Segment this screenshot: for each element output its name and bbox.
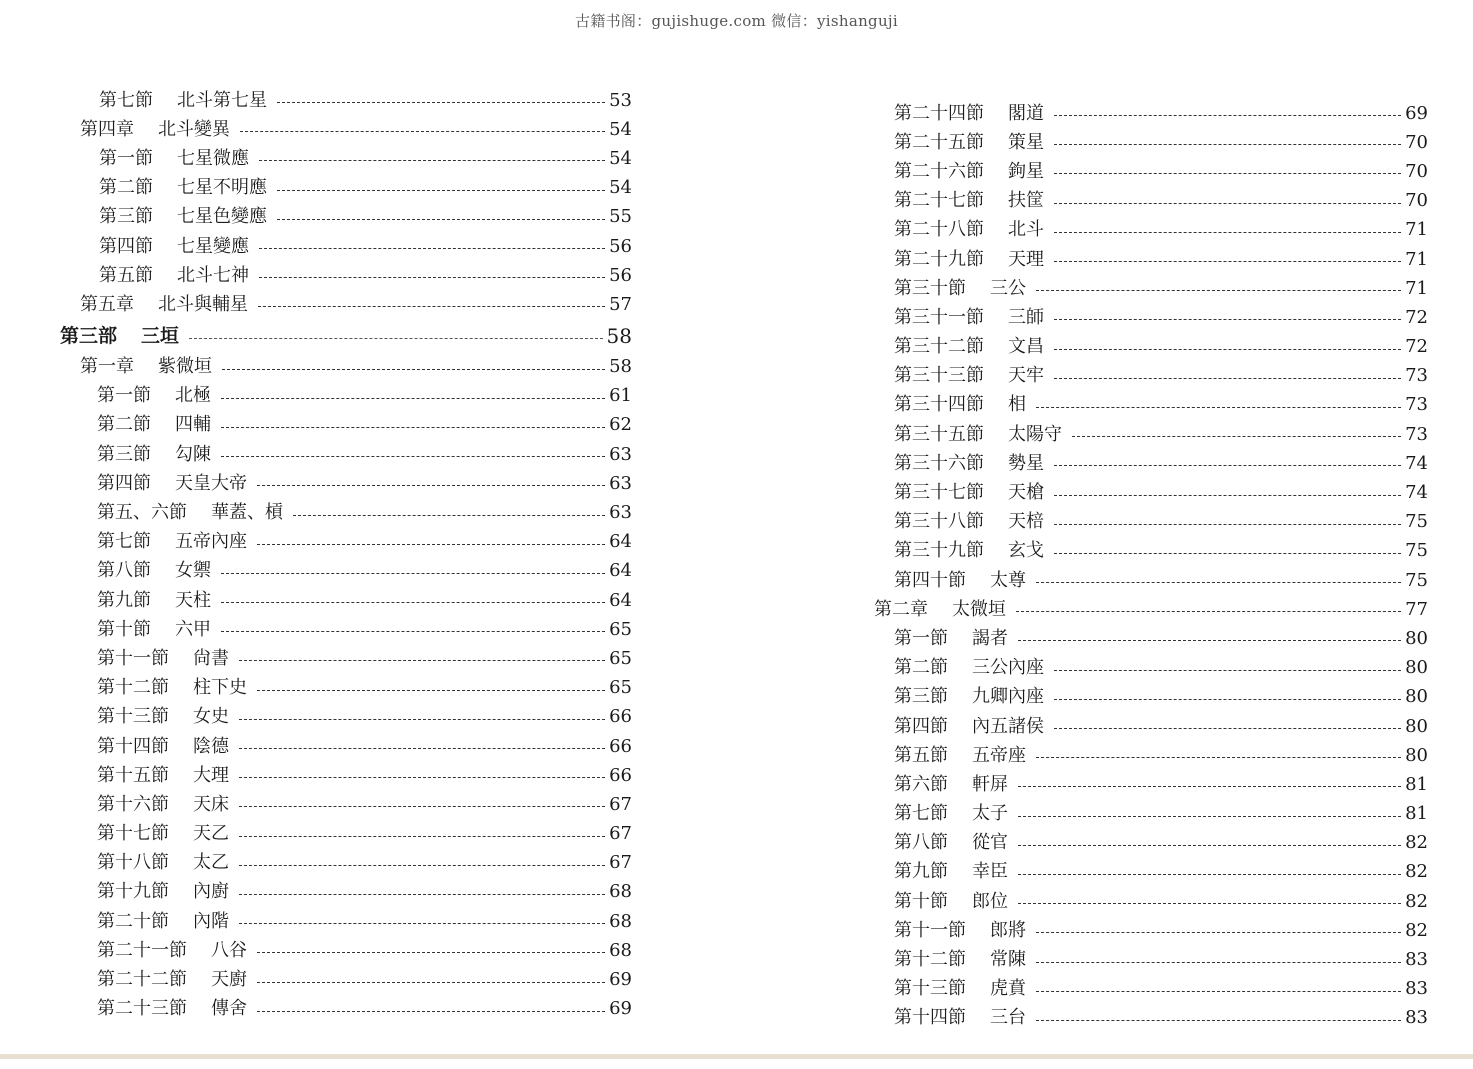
toc-entry-title: 太陽守: [1008, 423, 1062, 445]
toc-entry-title: 謁者: [972, 627, 1008, 649]
toc-entry-page-number: 72: [1405, 306, 1428, 328]
toc-entry-label: 第五章: [80, 293, 134, 315]
toc-section-entry[interactable]: [0, 537, 1428, 566]
toc-entry-page-number: 61: [609, 385, 632, 407]
toc-entry-title: 天乙: [193, 823, 229, 845]
toc-entry-title: 北斗與輔星: [158, 293, 248, 315]
toc-entry-page-number: 71: [1405, 248, 1428, 270]
toc-entry-page-number: 58: [609, 356, 632, 378]
toc-entry-label: 第二節: [894, 657, 948, 679]
toc-entry-page-number: 70: [1405, 131, 1428, 153]
toc-entry-page-number: 64: [609, 589, 632, 611]
toc-entry-label: 第二十五節: [894, 131, 984, 153]
toc-entry-page-number: 68: [609, 910, 632, 932]
toc-entry-label: 第三十四節: [894, 394, 984, 416]
toc-entry-page-number: 65: [609, 677, 632, 699]
toc-entry-page-number: 56: [609, 264, 632, 286]
toc-entry-page-number: 83: [1405, 978, 1428, 1000]
toc-entry-label: 第十八節: [97, 852, 169, 874]
toc-section-entry[interactable]: [0, 1004, 1428, 1033]
toc-entry-title: 七星色變應: [177, 206, 267, 228]
toc-entry-label: 第六節: [894, 773, 948, 795]
toc-entry-label: 第七節: [97, 531, 151, 553]
toc-entry-page-number: 70: [1405, 190, 1428, 212]
toc-entry-label: 第二十節: [97, 910, 169, 932]
toc-entry-label: 第八節: [97, 560, 151, 582]
toc-section-entry[interactable]: [0, 683, 1428, 712]
toc-entry-title: 天床: [193, 793, 229, 815]
toc-entry-title: 三公: [990, 277, 1026, 299]
toc-entry-title: 閣道: [1008, 102, 1044, 124]
toc-entry-title: 女史: [193, 706, 229, 728]
toc-entry-label: 第三十七節: [894, 482, 984, 504]
toc-section-entry[interactable]: [0, 770, 1428, 799]
toc-entry-title: 軒屏: [972, 773, 1008, 795]
toc-entry-label: 第三節: [97, 443, 151, 465]
toc-section-entry[interactable]: [0, 975, 1428, 1004]
toc-entry-title: 幸臣: [972, 861, 1008, 883]
toc-entry-label: 第五節: [894, 744, 948, 766]
toc-entry-title: 五帝座: [972, 744, 1026, 766]
toc-entry-title: 八谷: [211, 939, 247, 961]
toc-section-entry[interactable]: [0, 624, 1428, 653]
toc-entry-label: 第十三節: [97, 706, 169, 728]
toc-section-entry[interactable]: [0, 945, 1428, 974]
dot-leader: [1036, 991, 1401, 992]
toc-entry-title: 鉤星: [1008, 160, 1044, 182]
toc-section-entry[interactable]: [0, 420, 1428, 449]
toc-entry-title: 女禦: [175, 560, 211, 582]
dot-leader: [1054, 232, 1401, 233]
toc-entry-page-number: 82: [1405, 919, 1428, 941]
toc-entry-title: 天廚: [211, 969, 247, 991]
dot-leader: [1036, 932, 1401, 933]
toc-entry-page-number: 65: [609, 618, 632, 640]
toc-entry-title: 天理: [1008, 248, 1044, 270]
toc-entry-label: 第十九節: [97, 881, 169, 903]
dot-leader: [1054, 115, 1401, 116]
toc-entry-page-number: 71: [1405, 277, 1428, 299]
toc-entry-label: 第二節: [97, 414, 151, 436]
toc-entry-title: 三公內座: [972, 657, 1044, 679]
toc-entry-title: 北斗: [1008, 219, 1044, 241]
toc-entry-page-number: 80: [1405, 686, 1428, 708]
toc-entry-title: 尙書: [193, 647, 229, 669]
toc-entry-title: 玄戈: [1008, 540, 1044, 562]
toc-entry-label: 第三部: [60, 324, 118, 347]
toc-entry-label: 第二十六節: [894, 160, 984, 182]
toc-entry-page-number: 54: [609, 147, 632, 169]
toc-entry-title: 七星變應: [177, 235, 249, 257]
toc-entry-title: 三師: [1008, 306, 1044, 328]
toc-entry-title: 陰德: [193, 735, 229, 757]
toc-entry-title: 勾陳: [175, 443, 211, 465]
toc-section-entry[interactable]: [0, 245, 1428, 274]
toc-entry-title: 北斗變異: [158, 118, 230, 140]
dot-leader: [1054, 319, 1401, 320]
dot-leader: [1054, 524, 1401, 525]
toc-entry-page-number: 62: [609, 414, 632, 436]
toc-entry-page-number: 73: [1405, 394, 1428, 416]
toc-entry-title: 內階: [193, 910, 229, 932]
dot-leader: [1054, 378, 1401, 379]
toc-entry-title: 三台: [990, 1007, 1026, 1029]
toc-entry-page-number: 80: [1405, 715, 1428, 737]
page-bottom-edge: [0, 1054, 1473, 1059]
toc-entry-title: 天棓: [1008, 511, 1044, 533]
toc-entry-label: 第四十節: [894, 569, 966, 591]
toc-entry-title: 天牢: [1008, 365, 1044, 387]
toc-entry-title: 北斗七神: [177, 264, 249, 286]
dot-leader: [1054, 699, 1401, 700]
toc-entry-page-number: 82: [1405, 832, 1428, 854]
toc-section-entry[interactable]: [0, 391, 1428, 420]
toc-entry-title: 太乙: [193, 852, 229, 874]
toc-entry-page-number: 64: [609, 560, 632, 582]
toc-section-entry[interactable]: [0, 478, 1428, 507]
toc-entry-label: 第一節: [894, 627, 948, 649]
dot-leader: [1054, 144, 1401, 145]
toc-entry-label: 第三十節: [894, 277, 966, 299]
toc-entry-label: 第十一節: [894, 919, 966, 941]
toc-entry-title: 扶筐: [1008, 190, 1044, 212]
toc-entry-title: 虎賁: [990, 978, 1026, 1000]
toc-entry-page-number: 73: [1405, 365, 1428, 387]
dot-leader: [1018, 874, 1401, 875]
toc-entry-label: 第二十七節: [894, 190, 984, 212]
toc-entry-page-number: 53: [609, 89, 632, 111]
watermark-text: 古籍书阁：gujishuge.com 微信：yishanguji: [575, 12, 898, 30]
toc-entry-page-number: 73: [1405, 423, 1428, 445]
dot-leader: [1036, 582, 1401, 583]
toc-entry-label: 第一節: [99, 147, 153, 169]
toc-section-entry[interactable]: [0, 829, 1428, 858]
toc-entry-page-number: 81: [1405, 803, 1428, 825]
toc-section-entry[interactable]: [0, 800, 1428, 829]
toc-section-entry[interactable]: [0, 303, 1428, 332]
dot-leader: [1072, 436, 1401, 437]
dot-leader: [1054, 465, 1401, 466]
toc-entry-label: 第三節: [99, 206, 153, 228]
toc-entry-title: 大理: [193, 764, 229, 786]
toc-entry-page-number: 54: [609, 118, 632, 140]
toc-entry-label: 第二十三節: [97, 998, 187, 1020]
toc-entry-page-number: 72: [1405, 336, 1428, 358]
toc-entry-page-number: 69: [1405, 102, 1428, 124]
dot-leader: [1054, 203, 1401, 204]
toc-entry-title: 內廚: [193, 881, 229, 903]
toc-entry-label: 第二節: [99, 177, 153, 199]
toc-entry-page-number: 66: [609, 706, 632, 728]
dot-leader: [1054, 728, 1401, 729]
toc-section-entry[interactable]: [0, 362, 1428, 391]
toc-entry-page-number: 82: [1405, 861, 1428, 883]
toc-entry-label: 第二十四節: [894, 102, 984, 124]
toc-entry-label: 第二十二節: [97, 969, 187, 991]
toc-entry-page-number: 66: [609, 764, 632, 786]
toc-entry-label: 第二十八節: [894, 219, 984, 241]
toc-entry-title: 柱下史: [193, 677, 247, 699]
toc-entry-title: 四輔: [175, 414, 211, 436]
toc-entry-page-number: 65: [609, 647, 632, 669]
toc-entry-title: 北斗第七星: [177, 89, 267, 111]
toc-entry-title: 天柱: [175, 589, 211, 611]
toc-entry-title: 北極: [175, 385, 211, 407]
toc-entry-label: 第三節: [894, 686, 948, 708]
toc-entry-title: 紫微垣: [158, 356, 212, 378]
toc-entry-label: 第一章: [80, 356, 134, 378]
dot-leader: [1036, 757, 1401, 758]
toc-entry-label: 第五、六節: [97, 502, 187, 524]
toc-entry-page-number: 75: [1405, 569, 1428, 591]
toc-section-entry[interactable]: [0, 741, 1428, 770]
toc-entry-title: 從官: [972, 832, 1008, 854]
toc-entry-label: 第十四節: [97, 735, 169, 757]
toc-entry-title: 天槍: [1008, 482, 1044, 504]
toc-entry-label: 第四節: [894, 715, 948, 737]
toc-entry-label: 第三十三節: [894, 365, 984, 387]
toc-section-entry[interactable]: [0, 887, 1428, 916]
toc-entry-label: 第三十六節: [894, 452, 984, 474]
toc-entry-title: 七星不明應: [177, 177, 267, 199]
toc-entry-title: 策星: [1008, 131, 1044, 153]
toc-entry-label: 第二章: [874, 598, 928, 620]
toc-entry-label: 第十四節: [894, 1007, 966, 1029]
toc-section-entry[interactable]: [0, 157, 1428, 186]
toc-entry-label: 第四節: [99, 235, 153, 257]
toc-entry-title: 文昌: [1008, 336, 1044, 358]
toc-entry-label: 第九節: [894, 861, 948, 883]
toc-entry-page-number: 70: [1405, 160, 1428, 182]
toc-entry-label: 第十七節: [97, 823, 169, 845]
toc-entry-page-number: 81: [1405, 773, 1428, 795]
toc-entry-label: 第七節: [894, 803, 948, 825]
toc-entry-title: 五帝內座: [175, 531, 247, 553]
toc-section-entry[interactable]: [0, 508, 1428, 537]
toc-entry-title: 九卿內座: [972, 686, 1044, 708]
toc-entry-title: 內五諸侯: [972, 715, 1044, 737]
dot-leader: [1036, 407, 1401, 408]
toc-section-entry[interactable]: [0, 858, 1428, 887]
dot-leader: [1036, 962, 1401, 963]
toc-entry-label: 第七節: [99, 89, 153, 111]
toc-section-entry[interactable]: [0, 99, 1428, 128]
toc-entry-label: 第三十八節: [894, 511, 984, 533]
dot-leader: [1018, 786, 1401, 787]
toc-entry-page-number: 67: [609, 823, 632, 845]
toc-entry-label: 第八節: [894, 832, 948, 854]
toc-section-entry[interactable]: [0, 449, 1428, 478]
toc-entry-label: 第一節: [97, 385, 151, 407]
dot-leader: [1018, 640, 1401, 641]
toc-section-entry[interactable]: [0, 128, 1428, 157]
dot-leader: [1054, 173, 1401, 174]
toc-entry-label: 第二十九節: [894, 248, 984, 270]
toc-section-entry[interactable]: [0, 916, 1428, 945]
toc-entry-label: 第三十二節: [894, 336, 984, 358]
toc-entry-title: 太子: [972, 803, 1008, 825]
toc-section-entry[interactable]: [0, 187, 1428, 216]
toc-entry-label: 第四章: [80, 118, 134, 140]
toc-section-entry[interactable]: [0, 654, 1428, 683]
toc-entry-page-number: 58: [606, 324, 632, 348]
toc-entry-page-number: 56: [609, 235, 632, 257]
toc-entry-page-number: 80: [1405, 657, 1428, 679]
dot-leader: [1036, 1020, 1401, 1021]
dot-leader: [1036, 290, 1401, 291]
toc-section-entry[interactable]: [0, 333, 1428, 362]
toc-entry-title: 郎位: [972, 890, 1008, 912]
dot-leader: [1016, 611, 1401, 612]
dot-leader: [1054, 495, 1401, 496]
toc-entry-label: 第二十一節: [97, 939, 187, 961]
toc-entry-title: 傳舍: [211, 998, 247, 1020]
toc-entry-page-number: 69: [609, 969, 632, 991]
toc-entry-title: 太尊: [990, 569, 1026, 591]
toc-entry-page-number: 66: [609, 735, 632, 757]
dot-leader: [1054, 670, 1401, 671]
toc-entry-page-number: 77: [1405, 598, 1428, 620]
toc-entry-page-number: 64: [609, 531, 632, 553]
dot-leader: [1054, 553, 1401, 554]
toc-entry-label: 第十節: [97, 618, 151, 640]
toc-section-entry[interactable]: [0, 712, 1428, 741]
toc-entry-label: 第五節: [99, 264, 153, 286]
toc-section-entry[interactable]: [0, 216, 1428, 245]
toc-entry-label: 第四節: [97, 472, 151, 494]
toc-entry-title: 太微垣: [952, 598, 1006, 620]
toc-entry-label: 第九節: [97, 589, 151, 611]
toc-entry-page-number: 75: [1405, 540, 1428, 562]
toc-entry-page-number: 63: [609, 502, 632, 524]
toc-entry-label: 第十一節: [97, 647, 169, 669]
toc-entry-page-number: 74: [1405, 452, 1428, 474]
toc-entry-label: 第十二節: [97, 677, 169, 699]
toc-entry-page-number: 57: [609, 293, 632, 315]
toc-entry-page-number: 80: [1405, 744, 1428, 766]
toc-chapter-entry[interactable]: [0, 595, 1428, 624]
toc-entry-title: 華蓋、槓: [211, 502, 283, 524]
toc-entry-page-number: 68: [609, 939, 632, 961]
toc-entry-title: 相: [1008, 394, 1026, 416]
toc-entry-page-number: 67: [609, 793, 632, 815]
toc-entry-label: 第十二節: [894, 949, 966, 971]
toc-entry-title: 七星微應: [177, 147, 249, 169]
toc-entry-page-number: 54: [609, 177, 632, 199]
toc-entry-label: 第三十九節: [894, 540, 984, 562]
toc-entry-page-number: 83: [1405, 949, 1428, 971]
toc-entry-page-number: 75: [1405, 511, 1428, 533]
toc-section-entry[interactable]: [0, 566, 1428, 595]
dot-leader: [1018, 903, 1401, 904]
toc-entry-page-number: 74: [1405, 482, 1428, 504]
toc-entry-page-number: 68: [609, 881, 632, 903]
toc-entry-label: 第十三節: [894, 978, 966, 1000]
toc-entry-page-number: 71: [1405, 219, 1428, 241]
toc-entry-label: 第十節: [894, 890, 948, 912]
toc-entry-title: 勢星: [1008, 452, 1044, 474]
toc-entry-label: 第三十一節: [894, 306, 984, 328]
toc-entry-title: 常陳: [990, 949, 1026, 971]
toc-entry-page-number: 82: [1405, 890, 1428, 912]
toc-entry-page-number: 55: [609, 206, 632, 228]
toc-entry-title: 郎將: [990, 919, 1026, 941]
dot-leader: [1054, 349, 1401, 350]
toc-entry-page-number: 83: [1405, 1007, 1428, 1029]
dot-leader: [1054, 261, 1401, 262]
dot-leader: [1018, 845, 1401, 846]
toc-entry-title: 天皇大帝: [175, 472, 247, 494]
toc-entry-title: 三垣: [141, 324, 180, 347]
toc-entry-label: 第十五節: [97, 764, 169, 786]
toc-right-column: [0, 99, 1428, 1033]
toc-entry-page-number: 69: [609, 998, 632, 1020]
toc-entry-label: 第十六節: [97, 793, 169, 815]
toc-entry-page-number: 67: [609, 852, 632, 874]
toc-section-entry[interactable]: [0, 274, 1428, 303]
toc-entry-label: 第三十五節: [894, 423, 984, 445]
toc-entry-page-number: 63: [609, 443, 632, 465]
toc-entry-title: 六甲: [175, 618, 211, 640]
toc-entry-page-number: 63: [609, 472, 632, 494]
toc-entry-page-number: 80: [1405, 627, 1428, 649]
dot-leader: [1018, 816, 1401, 817]
